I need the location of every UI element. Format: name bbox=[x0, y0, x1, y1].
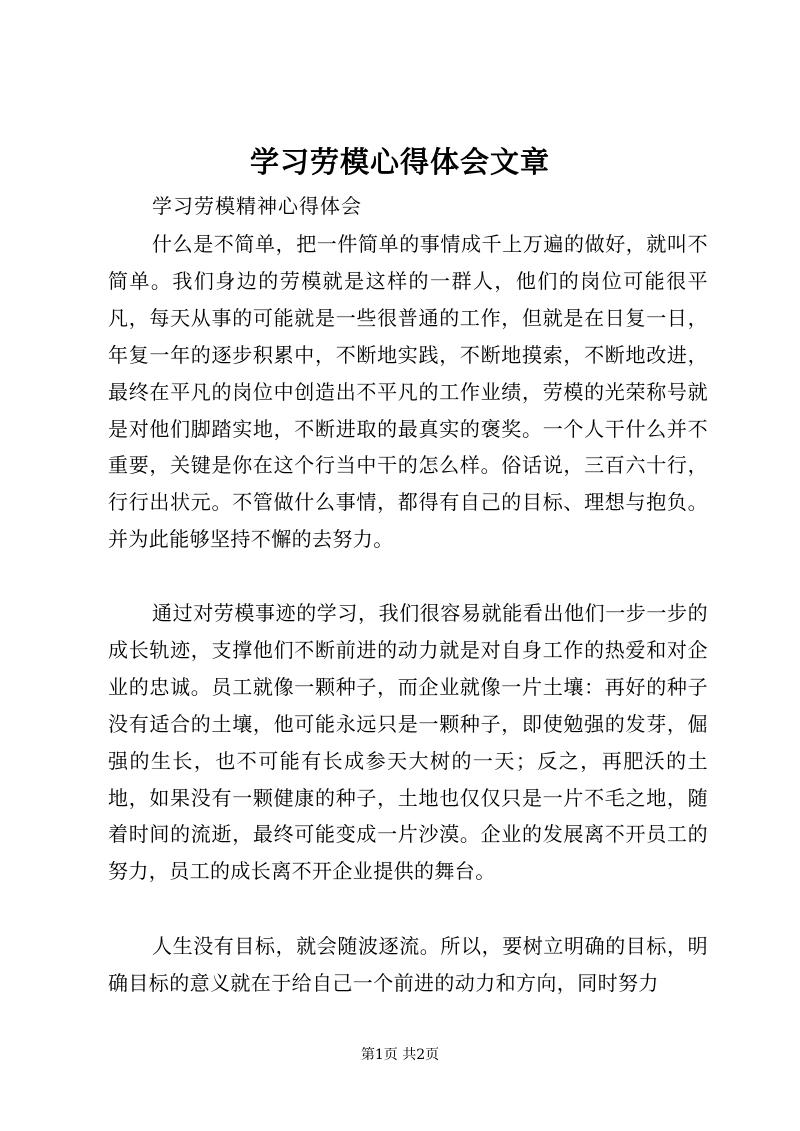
document-title: 学习劳模心得体会文章 bbox=[249, 145, 550, 179]
paragraph-3: 人生没有目标，就会随波逐流。所以，要树立明确的目标，明确目标的意义就在于给自己一个前进的动力和方向，同时努力 bbox=[108, 934, 708, 995]
paragraph-2: 通过对劳模事迹的学习，我们很容易就能看出他们一步一步的成长轨迹，支撑他们不断前进的动力就是对自身工作的热爱和对企业的忠诚。员工就像一颗种子，而企业就像一片土壤：再好的种子没有适合的土壤，他可能永远只是一颗种子，即使勉强的发芽，倔强的生长，也不可能有长成参天大树的一天；反之，再肥沃的土地，如果没有一颗健康的种子，土地也仅仅只是一片不毛之地，随着时间的流逝，最终可能变成一片沙漠。企业的发展离不开员工的努力，员工的成长离不开企业提供的舞台。 bbox=[108, 601, 708, 884]
paragraph-1: 什么是不简单，把一件简单的事情成千上万遍的做好，就叫不简单。我们身边的劳模就是这样的一群人，他们的岗位可能很平凡，每天从事的可能就是一些很普通的工作，但就是在日复一日，年复一年的逐步积累中，不断地实践，不断地摸索，不断地改进，最终在平凡的岗位中创造出不平凡的工作业绩，劳模的光荣称号就是对他们脚踏实地，不断进取的最真实的褒奖。一个人干什么并不重要，关键是你在这个行当中干的怎么样。俗话说，三百六十行，行行出状元。不管做什么事情，都得有自己的目标、理想与抱负。并为此能够坚持不懈的去努力。 bbox=[108, 232, 708, 552]
page-footer: 第1页 共2页 bbox=[360, 1047, 440, 1063]
document-subtitle: 学习劳模精神心得体会 bbox=[152, 194, 362, 218]
